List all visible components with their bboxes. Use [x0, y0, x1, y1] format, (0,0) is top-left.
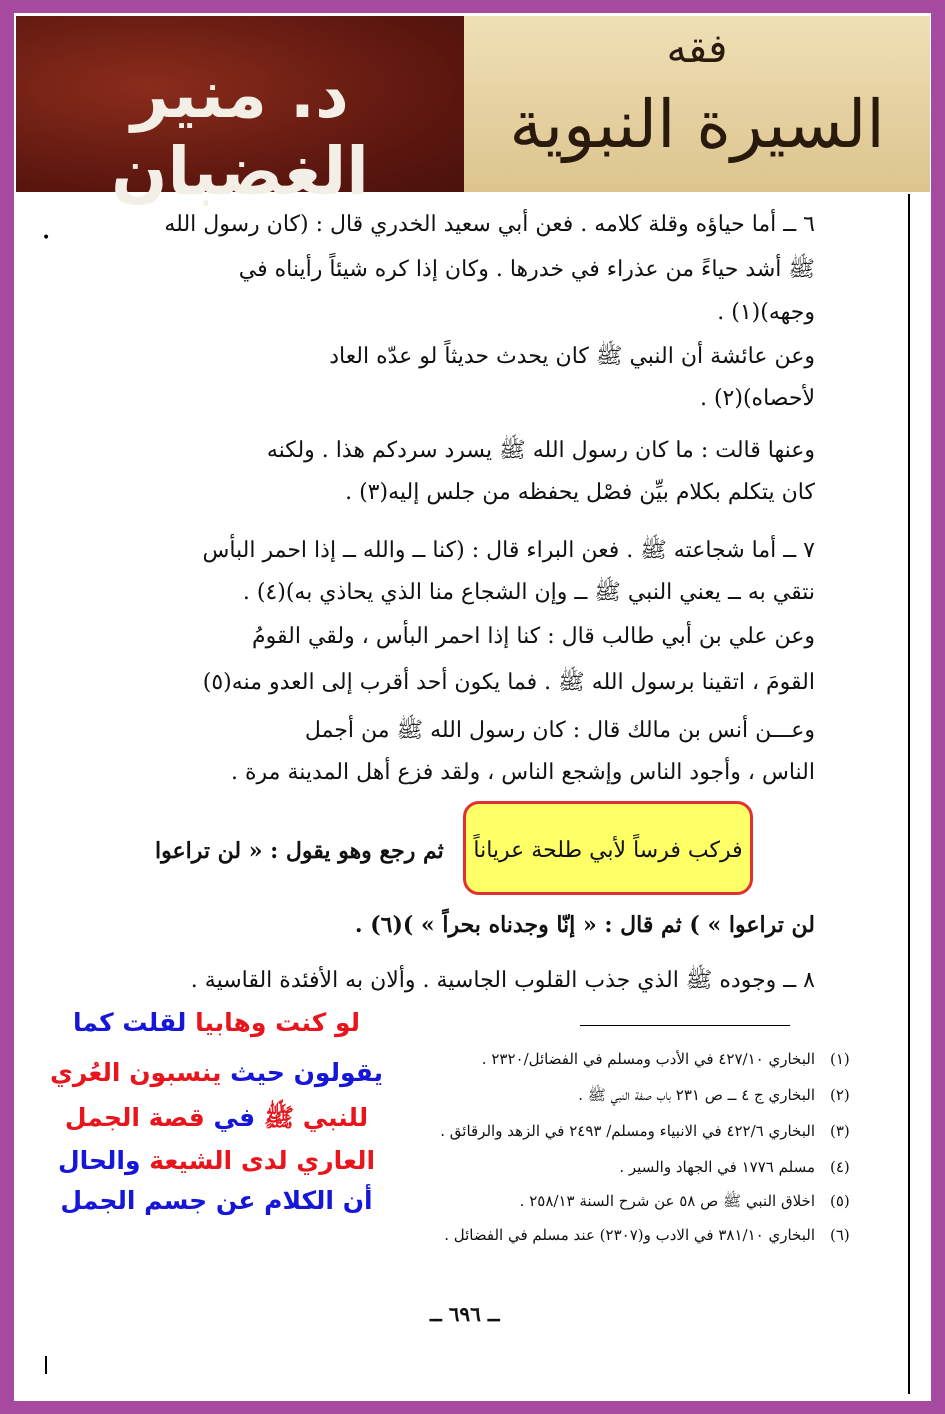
comment-line-4 — [44, 1146, 389, 1175]
footnote-number: (٦) — [830, 1226, 850, 1244]
book-title-banner — [464, 16, 930, 192]
footnote-text: البخاري ٣٨١/١٠ في الادب و(٢٣٠٧) عند مسلم في الفضائل . — [444, 1226, 815, 1244]
comment-red: لو كنت وهابيا — [195, 1008, 361, 1037]
footnote-text: اخلاق النبي ﷺ ص ٥٨ عن شرح السنة ٢٥٨/١٣ . — [519, 1192, 815, 1210]
comment-blue: والحال — [57, 1146, 141, 1175]
comment-red: للنبي ﷺ — [263, 1103, 369, 1132]
body-line-mid: ثم رجع وهو يقول : « لن تراعوا — [155, 838, 444, 864]
comment-red: العاري لدى — [240, 1146, 376, 1175]
body-line: ٦ ــ أما حياؤه وقلة كلامه . فعن أبي سعيد الخدري قال : (كان رسول الله — [164, 212, 815, 237]
body-line: القومَ ، اتقينا برسول الله ﷺ . فما يكون أحد أقرب إلى العدو منه(٥) — [202, 670, 815, 695]
body-line: وعـــن أنس بن مالك قال : كان رسول الله ﷺ من أجمل — [304, 718, 815, 743]
footnote-text: مسلم ١٧٧٦ في الجهاد والسير . — [619, 1158, 815, 1176]
comment-red: قصة الجمل — [64, 1103, 205, 1132]
comment-blue: لقلت كما — [72, 1008, 187, 1037]
comment-blue: يقولون حيث — [230, 1058, 384, 1087]
comment-red: ينسبون العُري — [49, 1058, 222, 1087]
body-line: كان يتكلم بكلام بيِّن فصْل يحفظه من جلس إليه(٣) . — [345, 480, 815, 505]
body-line: لأحصاه)(٢) . — [699, 386, 815, 411]
page-number: ــ ٦٩٦ ــ — [430, 1302, 500, 1326]
comment-line-2 — [44, 1058, 389, 1087]
body-line: الناس ، وأجود الناس وإشجع الناس ، ولقد فزع أهل المدينة مرة . — [231, 760, 815, 785]
comment-line-1 — [44, 1008, 389, 1037]
footnote-number: (٤) — [830, 1158, 850, 1176]
body-line: وعن عائشة أن النبي ﷺ كان يحدث حديثاً لو عدّه العاد — [329, 344, 815, 369]
book-title-main: السيرة النبوية — [509, 86, 885, 163]
comment-red: الشيعة — [149, 1146, 233, 1175]
author-banner — [16, 16, 464, 210]
right-margin-rule — [908, 194, 910, 1394]
body-line: ٨ ــ وجوده ﷺ الذي جذب القلوب الجاسية . وألان به الأفئدة القاسية . — [190, 968, 815, 993]
footnote-text: البخاري ج ٤ ــ ص ٢٣١ باب صفة النبي ﷺ . — [578, 1086, 815, 1104]
author-name: د. منير الغضبان — [111, 56, 369, 210]
body-line: ﷺ أشد حياءً من عذراء في خدرها . وكان إذا كره شيئاً رأيناه في — [238, 257, 815, 282]
body-line: وجهه)(١) . — [717, 300, 815, 325]
bottom-left-mark — [45, 1356, 47, 1374]
body-line: ٧ ــ أما شجاعته ﷺ . فعن البراء قال : (كنا ــ والله ــ إذا احمر البأس — [202, 538, 815, 563]
comment-line-5 — [44, 1186, 389, 1215]
book-title-top: فقه — [666, 26, 728, 72]
footnote-text: البخاري ٤٢٧/١٠ في الأدب ومسلم في الفضائل/٢٣٢٠ . — [481, 1050, 815, 1068]
body-line: وعنها قالت : ما كان رسول الله ﷺ يسرد سردكم هذا . ولكنه — [266, 438, 815, 463]
footnote-number: (٥) — [830, 1192, 850, 1210]
comment-line-3 — [44, 1102, 389, 1139]
footnote-number: (٢) — [830, 1086, 850, 1104]
body-line: وعن علي بن أبي طالب قال : كنا إذا احمر البأس ، ولقي القومُ — [252, 624, 815, 649]
footnote-separator — [580, 1025, 790, 1026]
footnote-number: (٣) — [830, 1122, 850, 1140]
footnote-text: البخاري ٤٢٢/٦ في الانبياء ومسلم/ ٢٤٩٣ في الزهد والرقائق . — [440, 1122, 815, 1140]
comment-blue: في — [213, 1103, 256, 1132]
highlight-box: فركب فرساً لأبي طلحة عرياناً — [463, 801, 753, 895]
margin-dot: • — [42, 230, 51, 246]
footnote-number: (١) — [830, 1050, 850, 1068]
comment-blue: أن الكلام عن جسم الجمل — [60, 1186, 373, 1215]
body-line: لن تراعوا » ) ثم قال : « إنّا وجدناه بحراً » )(٦) . — [354, 912, 815, 938]
body-line: نتقي به ــ يعني النبي ﷺ ــ وإن الشجاع منا الذي يحاذي به)(٤) . — [242, 580, 815, 605]
